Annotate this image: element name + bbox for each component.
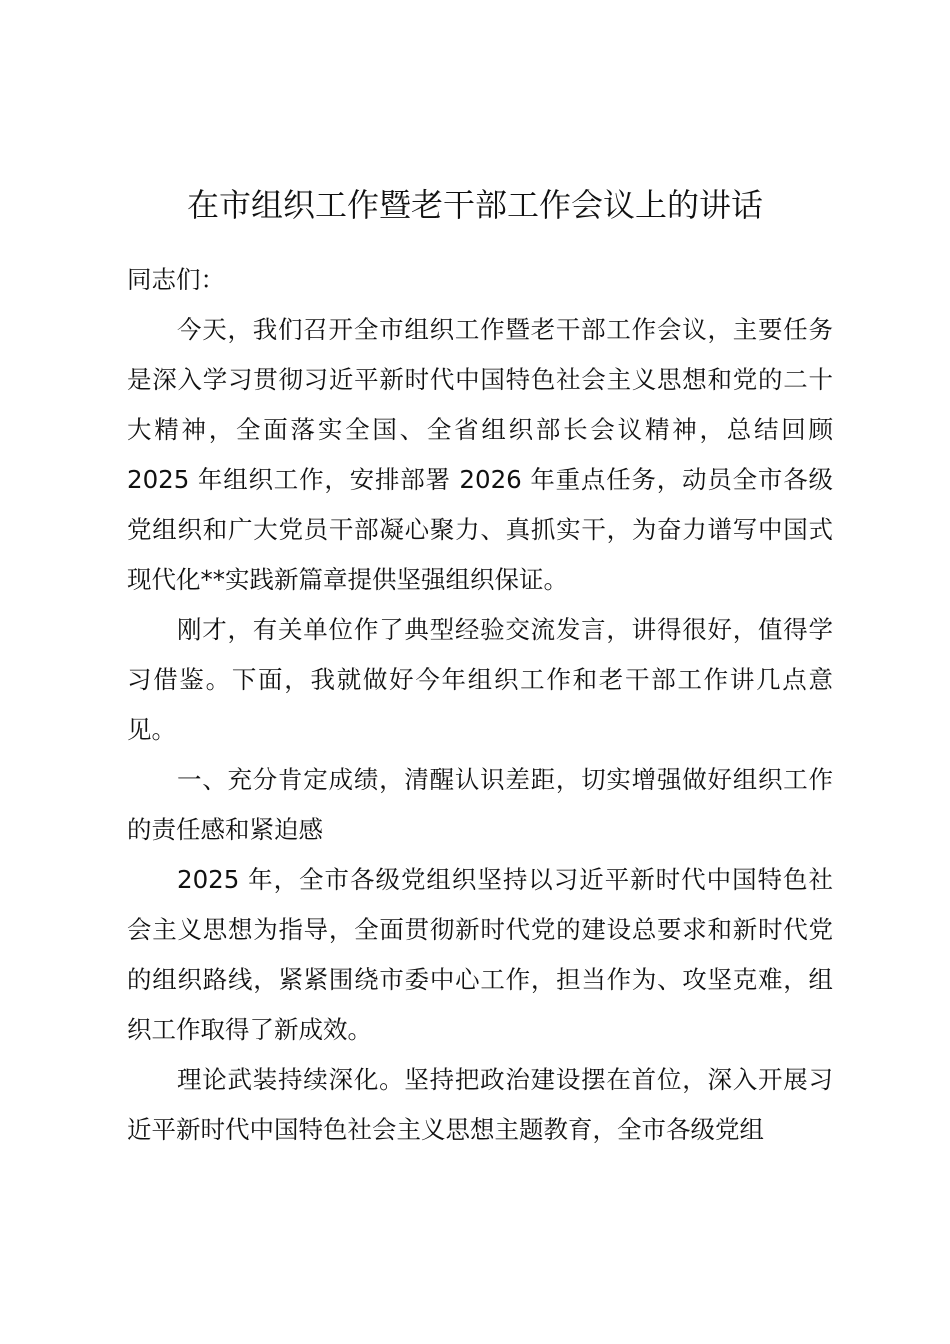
paragraph-transition: 刚才，有关单位作了典型经验交流发言，讲得很好，值得学习借鉴。下面，我就做好今年组织工作和老干部工作讲几点意见。: [127, 615, 833, 744]
paragraph-theory: 理论武装持续深化。坚持把政治建设摆在首位，深入开展习近平新时代中国特色社会主义思想主题教育，全市各级党组: [127, 1065, 833, 1144]
document-body: [127, 255, 833, 1155]
salutation: 同志们：: [127, 265, 225, 294]
paragraph-opening: 今天，我们召开全市组织工作暨老干部工作会议，主要任务是深入学习贯彻习近平新时代中国特色社会主义思想和党的二十大精神，全面落实全国、全省组织部长会议精神，总结回顾 2025 年组织工作，安排部署 2026 年重点任务，动员全市各级党组织和广大党员干部凝心聚力、真抓实干，为奋力谱写中国式现代化**实践新篇章提供坚强组织保证。: [127, 315, 833, 594]
document-title: 在市组织工作暨老干部工作会议上的讲话: [186, 186, 763, 224]
section-heading-1: 一、充分肯定成绩，清醒认识差距，切实增强做好组织工作的责任感和紧迫感: [127, 765, 833, 844]
paragraph-summary-2025: 2025 年，全市各级党组织坚持以习近平新时代中国特色社会主义思想为指导，全面贯彻新时代党的建设总要求和新时代党的组织路线，紧紧围绕市委中心工作，担当作为、攻坚克难，组织工作取得了新成效。: [127, 865, 833, 1044]
